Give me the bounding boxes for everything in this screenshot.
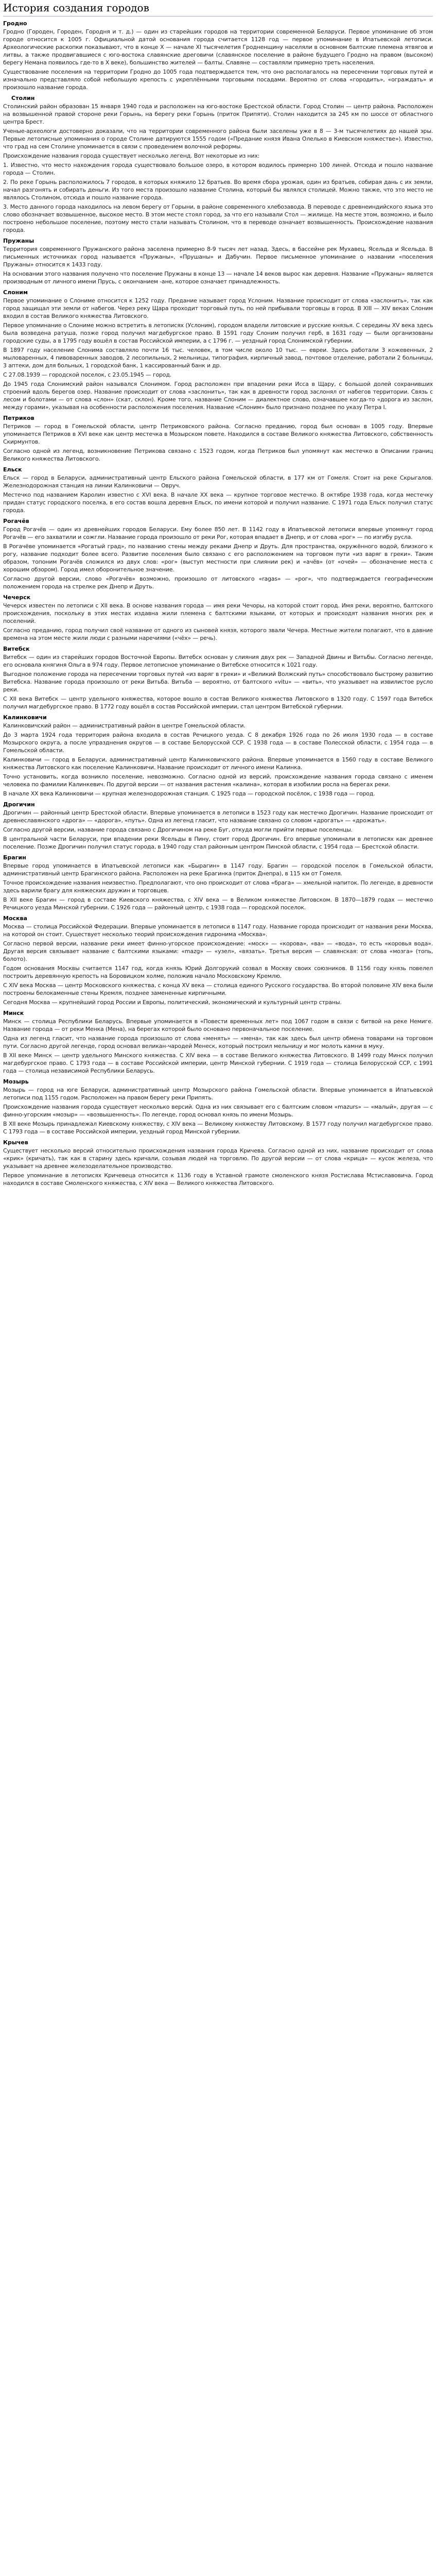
paragraph: До 3 марта 1924 года территория района входила в состав Речицкого уезда. С 8 декабря 1926 года по 26 июля 1930 года — в составе Мозырского округа, а после упразднения округов — в составе Белорусской ССР. С 1938 года — в составе Полесской области, с 1954 года — в Гомельской области. <box>3 732 433 754</box>
section-title: Чечерск <box>3 594 31 601</box>
paragraph: 1. Известно, что место нахождения города существовало большое озеро, в котором водилось примерно 100 линей. Отсюда и пошло название города — Столин. <box>3 162 433 176</box>
section-title: Брагин <box>3 854 26 861</box>
section-title: Ельск <box>3 466 22 473</box>
paragraph: Существует несколько версий относительно происхождения названия города Кричева. Согласно одной из них, название происходит от слова «крик» (кричать), так как в старину здесь кричали, созывая людей на торговлю. По другой версии — от слова «крица» — кусок железа, что указывает на древнее железоделательное производство. <box>3 1147 433 1170</box>
paragraph: Происхождение названия города существует несколько версий. Одна из них связывает его с балтским словом «mazurs» — «малый», другая — с финно-угорским «мозыр» — «возвышенность». По легенде, город основал князь по имени Мозырь. <box>3 1104 433 1118</box>
paragraph: Происхождение названия города существует несколько легенд. Вот некоторые из них: <box>3 152 260 159</box>
paragraph: Первое упоминание о Слониме относится к 1252 году. Предание называет город Услоним. Название происходит от слова «заслонить», так как город защищал эти земли от набегов. Через реку Щара проходит торговый путь, по ней прибывали торговцы в город. В XIII — XIV веках Слоним входил в состав Великого княжества Литовского. <box>3 297 433 319</box>
section <box>3 20 433 91</box>
section-title: Калинковичи <box>3 714 47 721</box>
paragraph: Калинковичи — город в Беларуси, административный центр Калинковичского района. Впервые упоминается в 1560 году в составе Великого княжества Литовского как поселение Калинковичи. Название происходит от личного имени Калинка. <box>3 756 433 771</box>
section <box>3 1139 433 1187</box>
paragraph: В Рогачёве упоминается «Рогатый град», по названию стены между реками Днепр и Друть. Для пространства, окружённого водой, близкого к рогу, название подходит более всего. Развитие поселения было связано с его расположением на торговом пути «из варяг в греки». Таким образом, топоним Рогачёв сложился из двух слов: «рог» (выступ местности при слиянии рек) и «ачёв» (от «очей» — обозначение места с хорошим обзором). Город имел оборонительное значение. <box>3 543 433 573</box>
paragraph: До 1945 года Слонимский район назывался Слонимом. Город расположен при впадении реки Исса в Щару, с большой долей сохранивших строений вдоль берегов озер. Название происходит от слова «заслонить», так как в древности город заслонял от набегов территории. Связь с лесом и болотами — от слова «слон» (скат, склон). Кроме того, название Слоним — диалектное слово, означавшее когда-то «дорога из заслон, между горами», указывая на особенности расположения поселения. Название «Слоним» было признано позднее по указу Петра I. <box>3 381 433 411</box>
paragraph: Согласно преданию, город получил своё название от одного из сыновей князя, которого звали Чечера. Местные жители полагают, что в давние времена на этом месте жили люди с разными наречиями («чёх» — речь). <box>3 627 433 641</box>
section <box>3 94 433 234</box>
section <box>3 854 433 911</box>
page-title: История создания городов <box>3 1 433 16</box>
paragraph: Первое упоминание о Слониме можно встретить в летописях (Услоним), городом владели литовские и русские князья. С середины XV века здесь была возведена ратуша, позже город получил магдебургское право. В 1591 году Слоним получил герб, в 1631 году — были организованы городские суды, а в 1795 году вошёл в состав Российской империи, а с 1796 г. — уездный город Слонимской губернии. <box>3 322 433 344</box>
section-title: Мозырь <box>3 1078 29 1085</box>
paragraph: Первое упоминание в летописях Кричевеца относится к 1136 году в Уставной грамоте смоленского князя Ростислава Мстиславовича. Город находился в составе Смоленского княжества, с XIV века — Великого княжества Литовского. <box>3 1172 433 1187</box>
section-title: Столин <box>11 95 35 101</box>
section-title: Минск <box>3 1010 24 1016</box>
paragraph: Согласно первой версии, название реки имеет финно-угорское происхождение: «моск» — «корова», «ва» — «вода», то есть «коровья вода». Другая версия связывает название с балтскими языками: «mazg» — «узел», «вязать». Третья версия — славянская: от слова «мозга» (топь, болото). <box>3 940 433 962</box>
section <box>3 801 433 851</box>
paragraph: Гродно (Городен, Городен, Городня и т. д.) — один из старейших городов на территории современной Беларуси. Первое упоминание об этом городе относится к 1005 г. Официальной датой основания города считается 1128 год — первое упоминание в Ипатьевской летописи. Археологические раскопки показывают, что в конце X — начале XI тысячелетия Гродненщину населяли в основном балтские племена ятвягов и литвы, а также продвигавшиеся с юго-востока славянские дреговичи (славянское поселение в районе будущего Гродно на правом (высоком) берегу Немана появилось где-то в X веке), большинство жителей — балты. Славяне — составляли примерно треть населения. <box>3 28 433 66</box>
section <box>3 237 433 285</box>
paragraph: На основании этого названия получено что поселение Пружаны в конце 13 — начале 14 веков вырос как деревня. Название «Пружаны» является производным от личного имени Прусь, с окончанием -ане, которое означает принадлежность. <box>3 270 433 285</box>
paragraph: Калинковичский район — административный район в центре Гомельской области. <box>3 722 246 729</box>
paragraph: В начале XX века Калинковичи — крупная железнодорожная станция. С 1925 года — городской посёлок, с 1938 года — город. <box>3 790 375 797</box>
section-title: Гродно <box>3 20 27 27</box>
section <box>3 914 433 1006</box>
paragraph: Ельск — город в Беларуси, административный центр Ельского района Гомельской области, в 177 км от Гомеля. Стоит на реке Скрыгалов. Железнодорожная станция на линии Калинковичи — Овруч. <box>3 474 433 489</box>
section-title: Петриков <box>3 415 34 421</box>
paragraph: 3. Место данного города находилось на левом берегу от Горыни, в районе современного хлебозавода. В переводе с древнеиндийского языка это слово обозначает возвышенное, высокое место. В этом месте стоял город, за что его называли Стол — жилище. На месте этом, возможно, и было построено небольшое поселение, поэтому место стали называть Столином, что в переводе означает возвышенность. Происхождение названия города. <box>3 204 433 233</box>
paragraph: Согласно другой версии, название города связано с Дрогичином на реке Буг, откуда могли прийти первые поселенцы. <box>3 826 353 833</box>
paragraph: С 27.08.1939 — городской поселок, с 23.05.1945 — город. <box>3 371 172 378</box>
section-title: Пружаны <box>3 238 34 244</box>
section-title: Дрогичин <box>3 801 35 808</box>
paragraph: В XII веке Мозырь принадлежал Киевскому княжеству, с XIV века — Великому княжеству Литовскому. В 1577 году получил магдебургское право. С 1793 года — в составе Российской империи, уездный город Минской губернии. <box>3 1121 433 1135</box>
paragraph: Одна из легенд гласит, что название города произошло от слова «менять» — «мена», так как здесь был центр обмена товарами на торговом пути. Согласно другой легенде, город основал великан-чародей Менеск, который построил мельницу и мог молоть камни в муку. <box>3 1035 433 1049</box>
paragraph: Столинский район образован 15 января 1940 года и расположен на юго-востоке Брестской области. Город Столин — центр района. Расположен на возвышенной правой стороне реки Горынь, на берегу реки Горынь (приток Припяти). Столин находится за 245 км по шоссе от областного центра Брест. <box>3 103 433 125</box>
paragraph: В XII веке Брагин — город в составе Киевского княжества, с XIV века — в Великом княжестве Литовском. В 1870—1879 годах — местечко Речицкого уезда Минской губернии. С 1926 года — районный центр, с 1938 года — городской поселок. <box>3 896 433 911</box>
section <box>3 1078 433 1136</box>
section <box>3 414 433 463</box>
section-title: Москва <box>3 915 27 922</box>
paragraph: Территория современного Пружанского района заселена примерно 8-9 тысяч лет назад. Здесь, в бассейне рек Мухавец, Ясельда и Ясельда. В письменных источниках город называется «Пружаны», «Прушаны» и Дабучин. Первое письменное упоминание о названии «поселения Пружаны» относится к 1433 году. <box>3 246 433 268</box>
section <box>3 466 433 514</box>
section <box>3 645 433 710</box>
paragraph: Существование поселения на территории Гродно до 1005 года подтверждается тем, что оно располагалось на пересечении торговых путей и изначально представляло собой небольшую крепость с укреплёнными торговыми посадами. Вероятно от слова «городить», «ограждать» и произошло название города. <box>3 69 433 91</box>
paragraph: Согласно другой версии, слово «Рогачёв» возможно, произошло от литовского «ragas» — «рог», что подтверждается географическим положением города на стрелке рек Днепр и Друть. <box>3 575 433 590</box>
paragraph: Местечко под названием Каролин известно с XVI века. В начале XX века — крупное торговое местечко. В октябре 1938 года, когда местечку придан статус городского поселка, в его состав вошла деревня Ельск, по имени которой и получил название. С 1971 года Ельск получил статус города. <box>3 492 433 514</box>
paragraph: Петриков — город в Гомельской области, центр Петриковского района. Согласно преданию, город был основан в 1005 году. Впервые упоминается Петриков в XVI веке как центр местечка в Мозырском повете. Находился в составе Великого княжества Литовского, собственность Скирмунтов. <box>3 423 433 445</box>
paragraph: С XIV века Москва — центр Московского княжества, с конца XV века — столица единого Русского государства. Во второй половине XIV века были построены белокаменные стены Кремля, позднее замененные кирпичными. <box>3 982 433 996</box>
paragraph: Согласно одной из легенд, возникновение Петрикова связано с 1523 годом, когда Петриков был упомянут как местечко в Описании границ Великого княжества Литовского. <box>3 448 433 462</box>
paragraph: Ученые-археологи достоверно доказали, что на территории современного района были заселены уже в 8 — 3-м тысячелетиях до нашей эры. Первые летописные упоминания о городе Столине датируются 1555 годом («Предание князя Ивана Олелько в Киевском княжестве»). Известно, что град на сем Столине упоминается в связи с проведением волочной реформы. <box>3 128 433 150</box>
paragraph: Точно установить, когда возникло поселение, невозможно. Согласно одной из версий, происхождение названия города связано с именем человека по фамилии Калинкевич. По другой версии — от названия растения «калина», которая в изобилии росла на берегах реки. <box>3 773 433 788</box>
section-title: Крычев <box>3 1139 28 1146</box>
paragraph: Точное происхождение названия неизвестно. Предполагают, что оно происходит от слова «брага» — хмельной напиток. По легенде, в древности здесь варили брагу для княжеских дружин и торговцев. <box>3 879 433 894</box>
paragraph: Мозырь — город на юге Беларуси, административный центр Мозырского района Гомельской области. Впервые упоминается в Ипатьевской летописи под 1155 годом. Расположен на правом берегу реки Припять. <box>3 1087 433 1101</box>
paragraph: Впервые город упоминается в Ипатьевской летописи как «Бырагин» в 1147 году. Брагин — городской поселок в Гомельской области, административный центр Брагинского района. Расположен на реке Брагинка (приток Днепра), в 115 км от Гомеля. <box>3 862 433 877</box>
section <box>3 1009 433 1075</box>
paragraph: В XII веке Минск — центр удельного Минского княжества. С XIV века — в составе Великого княжества Литовского. В 1499 году Минск получил магдебургское право. С 1793 года — в составе Российской империи, центр Минской губернии. С 1919 года — столица Белорусской ССР, с 1991 года — столица независимой Республики Беларусь. <box>3 1052 433 1074</box>
paragraph: В 1897 году население Слонима составляло почти 16 тыс. человек, в том числе около 10 тыс. — евреи. Здесь работали 3 кожевенных, 2 мыловаренных, 4 пивоваренных заводов, 2 лесопильных, 2 мельницы, типография, кирпичный завод, почтовое отделение, работали 2 больницы, 3 аптеки, дом для больных, 1 городской банк, 1 кассированный банк и др. <box>3 347 433 369</box>
paragraph: 2. По реке Горынь расположилось 7 городов, в которых княжило 12 братьев. Во время сбора урожая, один из братьев, собирая дань с их земли, начал разгонять и собирать деньги. Из того места произошло название Столина, который бы являлся столицей. Можно также, что это место не являлось Столином, отсюда и пошло название города. <box>3 179 433 201</box>
paragraph: Годом основания Москвы считается 1147 год, когда князь Юрий Долгорукий созвал в Москву своих союзников. В 1156 году князь повелел построить деревянную крепость на Боровицком холме, положив начало Московскому Кремлю. <box>3 965 433 979</box>
paragraph: Москва — столица Российской Федерации. Впервые упоминается в летописи в 1147 году. Название города происходит от названия реки Москва, на которой он стоит. Существует несколько теорий происхождения гидронима «Москва». <box>3 923 433 938</box>
paragraph: С XII века Витебск — центр удельного княжества, которое вошло в состав Великого княжества Литовского в 1320 году. С 1597 года Витебск получил магдебургское право. В 1772 году вошёл в состав Российской империи, стал центром Витебской губернии. <box>3 696 433 710</box>
sections-container <box>3 20 433 1187</box>
paragraph: Минск — столица Республики Беларусь. Впервые упоминается в «Повести временных лет» под 1067 годом в связи с битвой на реке Немиге. Название города — от реки Менка (Мена), на берегах которой было основано первоначальное поселение. <box>3 1018 433 1032</box>
paragraph: Витебск — один из старейших городов Восточной Европы. Витебск основан у слияния двух рек — Западной Двины и Витьбы. Согласно легенде, его основала княгиня Ольга в 974 году. Первое летописное упоминание о Витебске относится к 1021 году. <box>3 654 433 668</box>
paragraph: Дрогичин — районный центр Брестской области. Впервые упоминается в летописи в 1523 году как местечко Дрогичин. Название происходит от древнеславянского «дрога» — «дорога», «путь». Одна из легенд гласит, что название связано со словом «дрогать» — «дрожать». <box>3 809 433 824</box>
section <box>3 517 433 590</box>
section <box>3 714 433 798</box>
paragraph: Город Рогачёв — один из древнейших городов Беларуси. Ему более 850 лет. В 1142 году в Ипатьевской летописи впервые упомянут город Рогачёв — его захватили и сожгли. Название города произошло от реки Рог, которая впадает в Днепр, и от слова «рог» — по изгибу русла. <box>3 526 433 540</box>
section-title: Витебск <box>3 646 30 652</box>
paragraph: Сегодня Москва — крупнейший город России и Европы, политический, экономический и культурный центр страны. <box>3 999 342 1006</box>
section-title: Слоним <box>3 289 28 296</box>
section <box>3 289 433 411</box>
section <box>3 594 433 642</box>
section-title: Рогачёв <box>3 518 29 524</box>
paragraph: Выгодное положение города на пересечении торговых путей «из варяг в греки» и «Великий Волжский путь» способствовало быстрому развитию Витебска. Название города произошло от реки Витьба. Витьба — вероятно, от балтского «vitu» — «вить», что указывает на извилистое русло реки. <box>3 671 433 693</box>
paragraph: Чечерск известен по летописи с XII века. В основе названия города — имя реки Чечоры, на которой стоит город. Имя реки, вероятно, балтского происхождения, поскольку в этих местах издавна жили племена с балтскими языками, от которых и происходят названия многих рек и поселений. <box>3 602 433 624</box>
paragraph: В центральной части Беларуси, при впадении реки Ясельды в Пину, стоит город Дрогичин. Его впервые упоминали в летописях как древнее поселение. Позже Дрогичин получил статус города, в 1940 году стал районным центром Пинской области, с 1954 года — Брестской области. <box>3 836 433 850</box>
